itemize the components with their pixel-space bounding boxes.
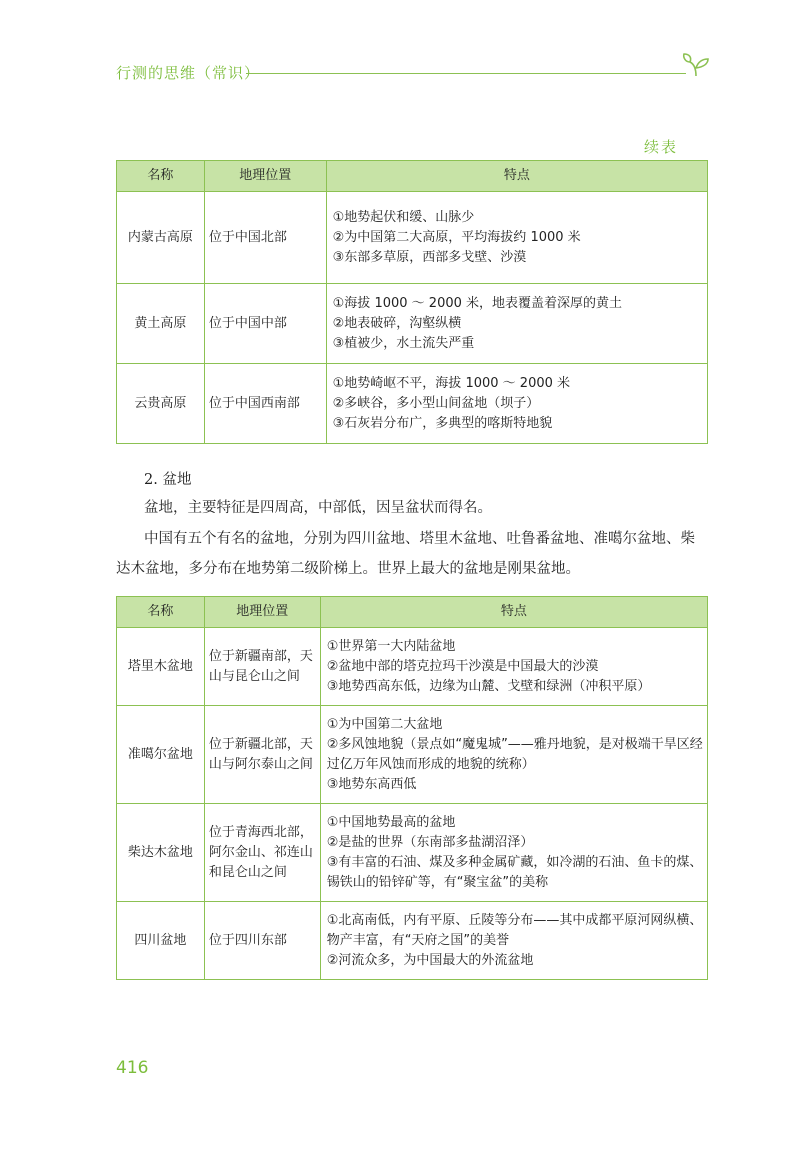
row-name: 柴达木盆地	[117, 804, 205, 902]
feature-item: ②为中国第二大高原，平均海拔约 1000 米	[332, 229, 581, 245]
row-location: 位于中国中部	[204, 284, 326, 364]
feature-item: ①中国地势最高的盆地	[326, 814, 456, 830]
feature-item: ①地势起伏和缓、山脉少	[332, 209, 475, 225]
plateau-table	[116, 160, 708, 444]
row-location: 位于中国西南部	[204, 364, 326, 444]
table-row	[117, 902, 708, 980]
feature-item: ②多峡谷，多小型山间盆地（坝子）	[332, 395, 540, 411]
row-name: 黄土高原	[117, 284, 205, 364]
feature-item: ③地势西高东低，边缘为山麓、戈壁和绿洲（冲积平原）	[326, 678, 651, 694]
feature-item: ②地表破碎，沟壑纵横	[332, 315, 462, 331]
column-header-name: 名称	[117, 161, 205, 192]
row-name: 塔里木盆地	[117, 628, 205, 706]
row-name: 四川盆地	[117, 902, 205, 980]
row-location: 位于新疆北部，天山与阿尔泰山之间	[204, 706, 320, 804]
row-location: 位于青海西北部，阿尔金山、祁连山和昆仑山之间	[204, 804, 320, 902]
table-row	[117, 284, 708, 364]
feature-item: ③东部多草原，西部多戈壁、沙漠	[332, 249, 527, 265]
feature-item: ③植被少，水土流失严重	[332, 335, 475, 351]
feature-item: ③有丰富的石油、煤及多种金属矿藏，如冷湖的石油、鱼卡的煤、锡铁山的铅锌矿等，有“聚宝盆”的美称	[326, 854, 703, 890]
row-features	[320, 804, 707, 902]
table-header-row	[117, 597, 708, 628]
table-row	[117, 804, 708, 902]
feature-item: ②是盐的世界（东南部多盐湖沼泽）	[326, 834, 534, 850]
row-features	[320, 706, 707, 804]
row-location: 位于新疆南部，天山与昆仑山之间	[204, 628, 320, 706]
table-row	[117, 706, 708, 804]
row-features	[326, 192, 707, 284]
sprout-leaf-icon	[682, 52, 710, 78]
row-name: 内蒙古高原	[117, 192, 205, 284]
row-name: 云贵高原	[117, 364, 205, 444]
row-features	[326, 284, 707, 364]
table-row	[117, 364, 708, 444]
column-header-features: 特点	[326, 161, 707, 192]
feature-item: ③地势东高西低	[326, 776, 417, 792]
row-location: 位于中国北部	[204, 192, 326, 284]
section-heading: 2. 盆地	[144, 472, 192, 488]
column-header-features: 特点	[320, 597, 707, 628]
row-location: 位于四川东部	[204, 902, 320, 980]
feature-item: ②河流众多，为中国最大的外流盆地	[326, 952, 534, 968]
page-number: 416	[116, 1058, 149, 1078]
row-features	[326, 364, 707, 444]
header-rule	[246, 73, 686, 74]
feature-item: ①地势崎岖不平，海拔 1000 ～ 2000 米	[332, 375, 571, 391]
basin-table	[116, 596, 708, 980]
column-header-location: 地理位置	[204, 161, 326, 192]
paragraph: 中国有五个有名的盆地，分别为四川盆地、塔里木盆地、吐鲁番盆地、准噶尔盆地、柴达木盆地，多分布在地势第二级阶梯上。世界上最大的盆地是刚果盆地。	[116, 531, 695, 577]
feature-item: ②盆地中部的塔克拉玛干沙漠是中国最大的沙漠	[326, 658, 599, 674]
table-row	[117, 192, 708, 284]
column-header-location: 地理位置	[204, 597, 320, 628]
feature-item: ③石灰岩分布广，多典型的喀斯特地貌	[332, 415, 553, 431]
feature-item: ①世界第一大内陆盆地	[326, 638, 456, 654]
paragraph: 盆地，主要特征是四周高，中部低，因呈盆状而得名。	[144, 500, 492, 516]
row-features	[320, 902, 707, 980]
continued-table-label: 续表	[643, 138, 678, 156]
running-header	[116, 60, 706, 90]
feature-item: ①海拔 1000 ～ 2000 米，地表覆盖着深厚的黄土	[332, 295, 623, 311]
feature-item: ①为中国第二大盆地	[326, 716, 443, 732]
feature-item: ②多风蚀地貌（景点如“魔鬼城”——雅丹地貌，是对极端干旱区经过亿万年风蚀而形成的地貌的统称）	[326, 736, 703, 772]
table-header-row	[117, 161, 708, 192]
row-name: 准噶尔盆地	[117, 706, 205, 804]
column-header-name: 名称	[117, 597, 205, 628]
header-title: 行测的思维（常识）	[116, 62, 270, 83]
table-row	[117, 628, 708, 706]
feature-item: ①北高南低，内有平原、丘陵等分布——其中成都平原河网纵横、物产丰富，有“天府之国”的美誉	[326, 912, 703, 948]
row-features	[320, 628, 707, 706]
